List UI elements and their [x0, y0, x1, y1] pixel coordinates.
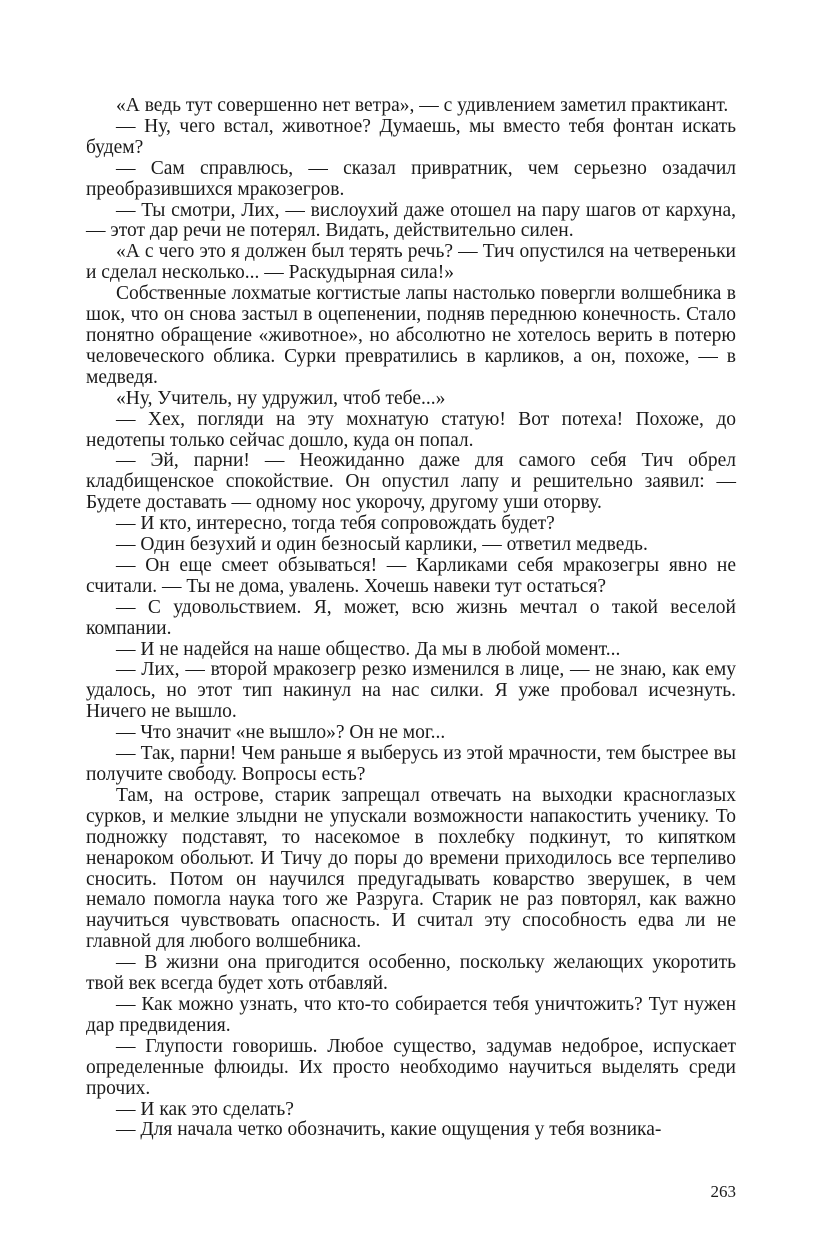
paragraph: — Хех, погляди на эту мохнатую статую! Вот потеха! Похоже, до недотепы только сейчас дошло, куда он попал. — [86, 408, 736, 451]
page-text — [86, 96, 736, 1141]
paragraph: — Один безухий и один безносый карлики, — ответил медведь. — [116, 534, 648, 556]
paragraph: «А с чего это я должен был терять речь? — Тич опустился на четвереньки и сделал несколько... — Раскудырная сила!» — [86, 241, 736, 284]
paragraph: — С удовольствием. Я, может, всю жизнь мечтал о такой веселой компании. — [86, 596, 736, 639]
paragraph: — Что значит «не вышло»? Он не мог... — [116, 722, 446, 744]
paragraph: Там, на острове, старик запрещал отвечать на выходки красноглазых сурков, и мелкие злыдни не упускали возможности напакостить ученику. То подножку подставят, то насекомое в похлебку подкинут, то кипятком ненароком обольют. И Тичу до поры до времени приходилось все терпеливо сносить. Потом он научился предугадывать коварство зверушек, в чем немало помогла наука того же Разруга. Старик не раз повторял, как важно научиться чувствовать опасность. И считал эту способность едва ли не главной для любого волшебника. — [86, 784, 736, 953]
paragraph: — В жизни она пригодится особенно, поскольку желающих укоротить твой век всегда будет хоть отбавляй. — [86, 952, 736, 995]
paragraph: — Ну, чего встал, животное? Думаешь, мы вместо тебя фонтан искать будем? — [86, 115, 736, 158]
paragraph: — Сам справлюсь, — сказал привратник, чем серьезно озадачил преобразившихся мракозегров. — [86, 157, 736, 200]
paragraph: — Так, парни! Чем раньше я выберусь из этой мрачности, тем быстрее вы получите свободу. Вопросы есть? — [86, 743, 736, 785]
paragraph: — Как можно узнать, что кто-то собирается тебя уничтожить? Тут нужен дар предвидения. — [86, 993, 736, 1036]
paragraph: — Он еще смеет обзываться! — Карликами себя мракозегры явно не считали. — Ты не дома, увалень. Хочешь навеки тут остаться? — [86, 554, 736, 597]
paragraph: — И кто, интересно, тогда тебя сопровождать будет? — [116, 513, 555, 535]
paragraph: — Для начала четко обозначить, какие ощущения у тебя возника- — [116, 1119, 662, 1141]
page-number: 263 — [710, 1182, 736, 1201]
paragraph: — Глупости говоришь. Любое существо, задумав недоброе, испускает определенные флюиды. Их просто необходимо научиться выделять среди прочих. — [86, 1035, 736, 1099]
paragraph: Собственные лохматые когтистые лапы настолько повергли волшебника в шок, что он снова застыл в оцепенении, подняв переднюю конечность. Стало понятно обращение «животное», но абсолютно не хотелось верить в потерю человеческого облика. Сурки превратились в карликов, а он, похоже, — в медведя. — [86, 283, 736, 388]
paragraph: «А ведь тут совершенно нет ветра», — с удивлением заметил практикант. — [116, 95, 729, 116]
paragraph: — И не надейся на наше общество. Да мы в любой момент... — [116, 638, 621, 660]
paragraph: — Ты смотри, Лих, — вислоухий даже отошел на пару шагов от кархуна, — этот дар речи не потерял. Видать, действительно силен. — [86, 199, 736, 242]
paragraph: — И как это сделать? — [116, 1098, 294, 1120]
paragraph: «Ну, Учитель, ну удружил, чтоб тебе...» — [116, 387, 446, 409]
paragraph: — Эй, парни! — Неожиданно даже для самого себя Тич обрел кладбищенское спокойствие. Он опустил лапу и решительно заявил: — Будете доставать — одному нос укорочу, другому уши оторву. — [86, 450, 736, 514]
paragraph: — Лих, — второй мракозегр резко изменился в лице, — не знаю, как ему удалось, но этот тип накинул на нас силки. Я уже пробовал исчезнуть. Ничего не вышло. — [86, 659, 736, 723]
